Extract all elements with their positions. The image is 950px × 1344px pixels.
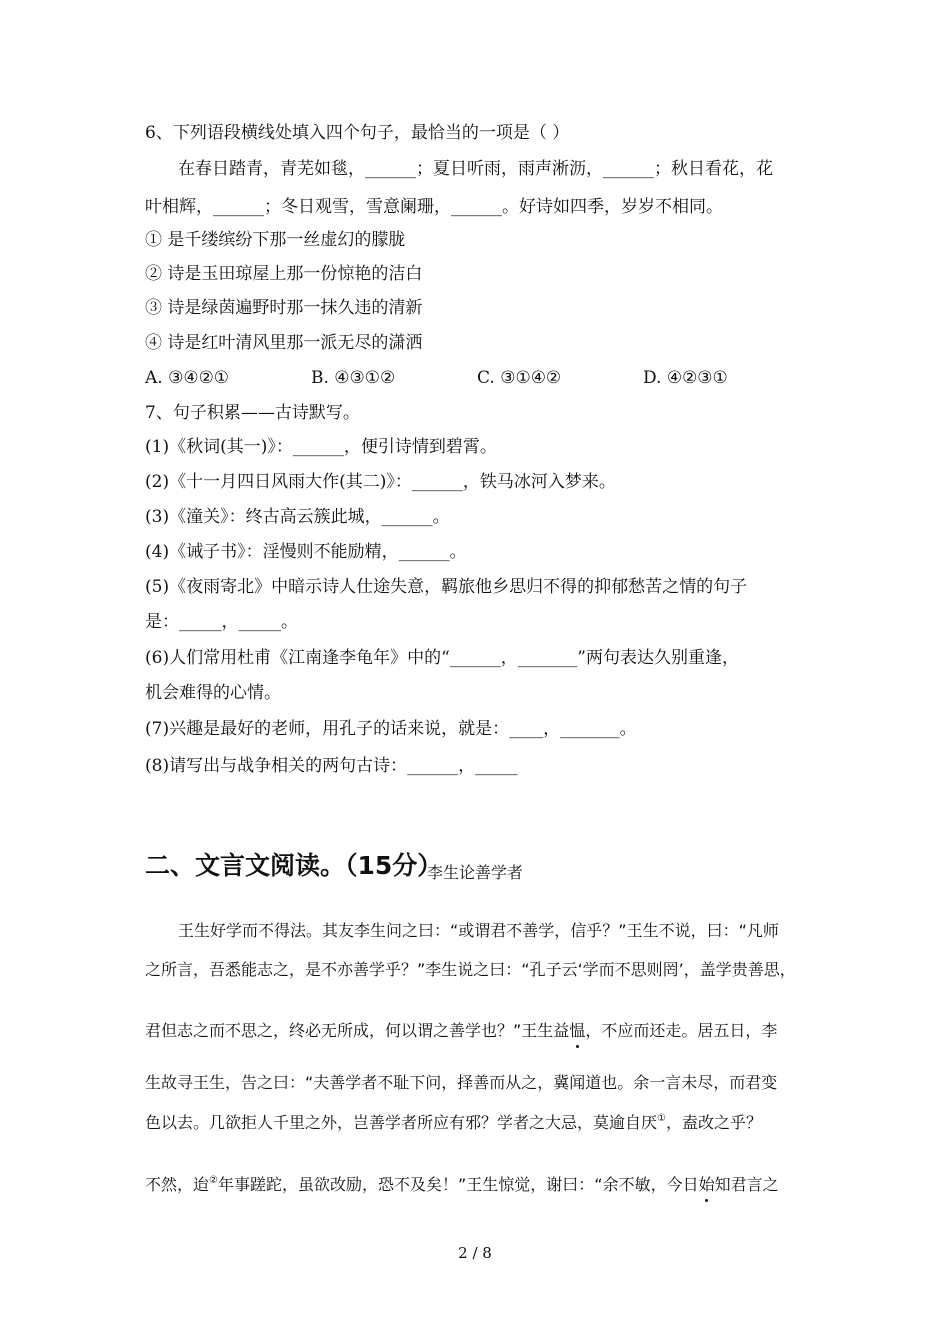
article-text: 君但志之而不思之，终必无所成，何以谓之善学也？”王生益 (145, 1021, 570, 1040)
q6-stem: 6、下列语段横线处填入四个句子，最恰当的一项是（ ） (145, 123, 570, 143)
article-text: ，不应而还走。居五日，李 (585, 1021, 778, 1040)
section-heading: 二、文言文阅读。（15分） (145, 851, 443, 880)
article-line-5 (145, 1108, 762, 1134)
q7-line-10: (8)请写出与战争相关的两句古诗：______，_____ (145, 756, 518, 776)
article-text: 知君言之 (714, 1175, 779, 1194)
article-text: 不然，迨 (145, 1175, 210, 1194)
q7-line-3: (3)《潼关》：终古高云簇此城，______。 (145, 507, 450, 527)
q7-line-9: (7)兴趣是最好的老师，用孔子的话来说，就是：____，_______。 (145, 719, 637, 739)
q7-line-5: (5)《夜雨寄北》中暗示诗人仕途失意，羁旅他乡思归不得的抑郁愁苦之情的句子 (145, 577, 748, 597)
article-title: 李生论善学者 (426, 863, 523, 882)
article-text: 色以去。几欲拒人千里之外，岂善学者所应有邪？学者之大忌，莫逾自厌 (145, 1113, 658, 1132)
emphasized-char: 愠 (569, 1021, 586, 1040)
q6-paragraph-line-2: 叶相辉，______；冬日观雪，雪意阑珊，______。好诗如四季，岁岁不相同。 (145, 197, 723, 217)
q7-line-2: (2)《十一月四日风雨大作(其二)》：______，铁马冰河入梦来。 (145, 472, 616, 492)
footnote-marker: ① (657, 1113, 666, 1124)
q7-line-7: (6)人们常用杜甫《江南逢李龟年》中的“______，_______”两句表达久别重逢， (145, 648, 739, 668)
article-text: 年事蹉跎，虽欲改励，恐不及矣！”王生惊觉，谢曰：“余不敏，今日 (217, 1175, 699, 1194)
q6-options (145, 367, 809, 389)
q6-option-b: B. ④③①② (311, 368, 396, 388)
article-line-3 (145, 1020, 777, 1042)
q7-line-8: 机会难得的心情。 (145, 683, 281, 703)
article-text: ，盍改之乎？ (665, 1113, 762, 1132)
q6-item-3: ③ 诗是绿茵遍野时那一抹久违的清新 (145, 298, 423, 318)
article-line-2: 之所言，吾悉能志之，是不亦善学乎？”李生说之曰：“孔子云‘学而不思则罔’，盖学贵善思， (145, 960, 796, 979)
q6-option-c: C. ③①④② (477, 368, 562, 388)
article-line-6 (145, 1170, 779, 1196)
q6-option-d: D. ④②③① (643, 368, 728, 388)
page-number: 2 / 8 (458, 1244, 492, 1262)
q7-line-4: (4)《诫子书》：淫慢则不能励精，______。 (145, 542, 467, 562)
footnote-marker: ② (209, 1175, 218, 1186)
emphasized-char: 始 (698, 1175, 715, 1194)
article-line-1: 王生好学而不得法。其友李生问之曰：“或谓君不善学，信乎？”王生不说，曰：“凡师 (178, 921, 779, 940)
q7-line-6: 是：_____，_____。 (145, 612, 298, 632)
q6-item-1: ① 是千缕缤纷下那一丝虚幻的朦胧 (145, 230, 406, 250)
q6-option-a: A. ③④②① (145, 368, 230, 388)
q6-paragraph-line-1: 在春日踏青，青芜如毯，______；夏日听雨，雨声淅沥，______；秋日看花，花 (178, 159, 773, 179)
q6-item-2: ② 诗是玉田琼屋上那一份惊艳的洁白 (145, 264, 423, 284)
q7-title: 7、句子积累——古诗默写。 (145, 403, 360, 423)
article-line-4: 生故寻王生，告之曰：“夫善学者不耻下问，择善而从之，冀闻道也。余一言未尽，而君变 (145, 1073, 778, 1092)
q7-line-1: (1)《秋词(其一)》：______，便引诗情到碧霄。 (145, 437, 497, 457)
q6-item-4: ④ 诗是红叶清风里那一派无尽的潇洒 (145, 333, 423, 353)
